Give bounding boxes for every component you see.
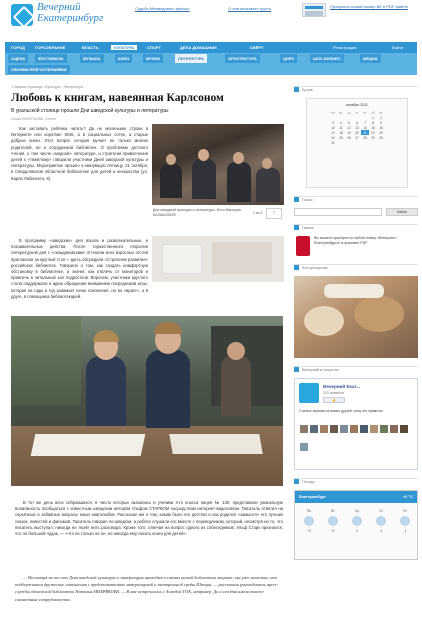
calendar-day[interactable]: 30 (379, 135, 383, 140)
weather-day-name: Ср (354, 509, 360, 513)
calendar-day[interactable]: 25 (339, 135, 343, 140)
article-paragraph-3: В тот же день всех собравшихся, в число которых оказались и ученики 3-го класса лицея № 130, представили уникальную возможность пообщаться с известным шведским автором Ульфом СТАРКОМ посредством интернет-видеосвязи. Писатель ответил на серьёзные и забавные вопросы юных книголюбов. Рассказал им о том, каким было его детство и как родился «замысел» его лучших сказок, повестей и фильмов. Писатель говорил по-шведски, а ребята слушали его вместе с переводчиком, который, несмотря на то, что писатель выступал, никогда не терял нить разговора. Кроме того, отвечая на вопрос одного из собеседников, Ульф Старк признался, что он большой чудак, — «что не только не он, но никогда ему писать книги для детей». (15, 500, 283, 537)
calendar-day[interactable]: 5 (348, 120, 350, 125)
friend-avatar[interactable] (300, 443, 308, 451)
calendar-day[interactable]: 19 (347, 130, 351, 135)
weather-day-name: Вт (331, 509, 335, 513)
calendar-day[interactable]: 7 (364, 120, 366, 125)
site-name-line1: Вечерний (37, 1, 81, 13)
calendar-day[interactable]: 26 (347, 135, 351, 140)
sidebar-archive-header: Архив (294, 86, 418, 94)
photo-next-arrow-icon[interactable]: › (266, 208, 282, 219)
social-icon (294, 367, 299, 372)
cloud-icon (376, 516, 386, 526)
sidebar-weather-header: Погода (294, 478, 418, 486)
cloud-icon (304, 516, 314, 526)
calendar-day[interactable]: 11 (339, 125, 343, 130)
newspaper-icon (294, 225, 299, 230)
weather-day (347, 509, 367, 533)
logo-icon[interactable] (11, 4, 33, 26)
sidebar-newspaper-header: Газета (294, 224, 418, 232)
calendar-day[interactable]: 29 (371, 135, 375, 140)
weather-day-name: Чт (379, 509, 383, 513)
nav-sport[interactable]: СПОРТ (147, 45, 161, 50)
subnav-arhitektura[interactable]: АРХИТЕКТУРА (225, 54, 260, 63)
friend-avatar[interactable] (400, 425, 408, 433)
subnav-muzyka[interactable]: МУЗЫКА (80, 54, 104, 63)
subnav-shou-biznes[interactable]: ШОУ-БИЗНЕС (310, 54, 344, 63)
search-input[interactable] (294, 208, 382, 216)
header-link-1[interactable]: Судьба Межвидового фиаско (135, 6, 190, 11)
breadcrumb[interactable]: Главная страница › Культура › Литература (12, 85, 83, 89)
weather-day-temp: -2 (379, 529, 383, 533)
nav-kultura[interactable]: КУЛЬТУРА (111, 45, 137, 50)
sidebar-social-header: Вечерний в соцсетях (294, 366, 418, 374)
subnav-media[interactable]: МЕДИА (360, 54, 381, 63)
calendar-day[interactable]: 31 (331, 140, 335, 145)
sidebar-photoreport-header: Фоторепортаж (294, 264, 418, 272)
calendar-day (369, 140, 377, 145)
calendar-day (361, 140, 369, 145)
calendar-day[interactable]: 22 (371, 130, 375, 135)
social-group-name[interactable]: Вечерний Екат... (323, 384, 361, 389)
friend-avatar[interactable] (370, 425, 378, 433)
calendar-weekday: ср (347, 111, 351, 115)
archive-calendar (306, 98, 408, 188)
header-link-2[interactable]: О чем вызывает грусть (228, 6, 271, 11)
calendar-weekday: пт (363, 111, 367, 115)
archive-icon (294, 87, 299, 92)
subnav-festival[interactable]: ФЕСТИВАЛЬ (35, 54, 67, 63)
friend-avatar[interactable] (300, 425, 308, 433)
weather-day-temp: 0 (356, 529, 358, 533)
login-link[interactable]: Войти (392, 45, 404, 50)
weather-day-name: Пн (306, 509, 312, 513)
calendar-day (377, 140, 385, 145)
friend-avatar[interactable] (330, 425, 338, 433)
weather-temp: +2 °С (402, 494, 413, 499)
social-avatars (299, 421, 415, 457)
site-logo-text[interactable] (37, 2, 103, 24)
calendar-weekday: вс (379, 111, 383, 115)
calendar-day[interactable]: 12 (347, 125, 351, 130)
friend-avatar[interactable] (380, 425, 388, 433)
calendar-day[interactable]: 15 (371, 125, 375, 130)
weather-city: Екатеринбург (299, 494, 327, 499)
sub-nav (5, 53, 417, 75)
subnav-scena[interactable]: СЦЕНА (8, 54, 28, 63)
calendar-day (337, 140, 345, 145)
photoreport-image[interactable] (294, 276, 418, 358)
weather-day-name: Пт (403, 509, 407, 513)
calendar-weekday: чт (355, 111, 359, 115)
cloud-icon (352, 516, 362, 526)
calendar-day[interactable]: 6 (356, 120, 358, 125)
sidebar-search-header: Поиск (294, 196, 418, 204)
article-title: Любовь к книгам, навеянная Карлсоном (11, 92, 224, 104)
newspaper-note[interactable]: Вы можете приобрести любой номер «Вечернего Екатеринбурга» в формате PDF (314, 236, 397, 245)
social-cta: Станьте первым из ваших друзей, кому это нравится. (299, 409, 384, 413)
cloud-icon (328, 516, 338, 526)
friend-avatar[interactable] (310, 425, 318, 433)
camera-icon (294, 265, 299, 270)
article-photo-2[interactable] (152, 236, 284, 282)
header-link-3[interactable]: Прекрасно новый номер ВЕ в PDF-файле (330, 4, 408, 9)
weather-day-temp: +1 (331, 529, 335, 533)
main-nav (5, 42, 417, 53)
weather-day (371, 509, 391, 533)
friend-avatar[interactable] (320, 425, 328, 433)
calendar-day[interactable]: 9 (380, 120, 382, 125)
search-icon (294, 197, 299, 202)
subnav-kino[interactable]: КИНО (115, 54, 132, 63)
article-author: Ольга БАТЕНКОВА, Олеся (11, 117, 56, 121)
calendar-month: октябрь 2011 (346, 103, 368, 107)
calendar-day[interactable]: 27 (355, 135, 359, 140)
calendar-day[interactable]: 18 (339, 130, 343, 135)
article-lead: В уральской столице прошли Дни шведской культуры и литературы (11, 108, 169, 114)
calendar-weekday: вт (339, 111, 343, 115)
group-avatar[interactable] (299, 383, 319, 403)
like-button[interactable]: 👍 (323, 397, 345, 403)
friend-avatar[interactable] (360, 425, 368, 433)
weather-day-temp: -1 (403, 529, 407, 533)
calendar-day[interactable]: 3 (332, 120, 334, 125)
calendar-weekday: сб (371, 111, 375, 115)
social-likes: 370 нравится (323, 391, 344, 395)
friend-avatar[interactable] (390, 425, 398, 433)
cloud-icon (400, 516, 410, 526)
calendar-day[interactable]: 8 (372, 120, 374, 125)
nav-gorsobranie[interactable]: ГОРСОБРАНИЕ (35, 45, 66, 50)
register-link[interactable]: Регистрация (333, 45, 357, 50)
weather-widget (294, 490, 418, 560)
calendar-day[interactable]: 16 (379, 125, 383, 130)
weather-day (395, 509, 415, 533)
social-widget (294, 378, 418, 470)
nav-svert[interactable]: СВЁРТ (250, 45, 264, 50)
weather-day (323, 509, 343, 533)
calendar-day[interactable]: 24 (331, 135, 335, 140)
nav-gorod[interactable]: ГОРОД (11, 45, 25, 50)
calendar-day[interactable]: 2 (380, 115, 382, 120)
photo-1-caption: Дни шведской культуры и литературы. Фото Виктории БАЛАШОВОЙ (153, 208, 241, 217)
article-quote: — Несмотря на то что День шведской культуры и литературы проводят в стенах нашей библиотеки впервые, мы уже несколько лет поддерживаем дружеские отношения с представителями литературной и театральной среды Швеции, — рассказала руководитель пресс-службы областной библиотеки Наталья МИХРЯКОВА. — В мае встречались с Ахмедой ГОК, например. Да и сегодня имели также совместные сотрудничество. (15, 575, 279, 602)
calendar-day (353, 140, 361, 145)
calendar-day[interactable]: 13 (355, 125, 359, 130)
calendar-day[interactable]: 23 (379, 130, 383, 135)
search-button[interactable]: Найти (386, 208, 418, 216)
pdf-icon[interactable] (296, 236, 310, 256)
calendar-day[interactable]: 14 (363, 125, 367, 130)
subnav-svoimi-vpechatleniyami[interactable]: СВОИМИ ВПЕЧАТЛЕНИЯМИ (8, 65, 70, 74)
friend-avatar[interactable] (350, 425, 358, 433)
calendar-day[interactable]: 4 (340, 120, 342, 125)
nav-dela-domashnie[interactable]: ДЕЛА ДОМАШНИЕ (180, 45, 217, 50)
nav-vlast[interactable]: ВЛАСТЬ (82, 45, 99, 50)
article-photo-3[interactable] (11, 316, 283, 486)
calendar-day[interactable]: 10 (331, 125, 335, 130)
article-paragraph-1: Как заставить ребёнка читать? Да не маленькие строки в Интернете или короткие SMS, а в социальных сетях, а старые добрые книги. Этот вопрос сегодня мучает не только многих родителей, но и сотрудников библиотек. О проблемах детского чтения, о том числе «модной» литературе, и стратегии привлечения детей к «тяжёлому» говорили участники Дней шведской культуры и литературы. Мероприятие прошло в минувшую пятницу, 21 октября, в Свердловской областной библиотеке для детей и юношества (ул. Карла Либкнехта, 8). (11, 126, 148, 181)
article-photo-1[interactable] (152, 124, 284, 205)
calendar-day[interactable]: 20 (355, 130, 359, 135)
calendar-day[interactable]: 21 (361, 130, 369, 135)
site-name-line2: Екатеринбург (37, 12, 104, 24)
subnav-literatura[interactable]: ЛИТЕРАТУРА (175, 54, 207, 63)
subnav-muzei[interactable]: МУЗЕИ (143, 54, 163, 63)
calendar-grid (329, 111, 385, 145)
weather-day-temp: +3 (307, 529, 311, 533)
weather-icon (294, 479, 299, 484)
calendar-day[interactable]: 1 (372, 115, 374, 120)
pdf-cover-thumbnail[interactable] (302, 3, 326, 17)
friend-avatar[interactable] (340, 425, 348, 433)
weather-forecast (295, 503, 417, 553)
weather-day (299, 509, 319, 533)
article-paragraph-2: В программу «шведских» дня вошли и развлекательные, и познавательные действа. После торжественного открытия литературной дня с «скандинавским» оттенком всех взрослых гостей пригласили за круглый стол « здесь обсуждали «Стратегии развития» российских библиотек. Говорили о том, как создать комфортную обстановку в библиотеке, а значит, как отвлечь от мониторов и привлечь в читальный зал подростков. Впрочем, участники круглого стола поддержали и идею обращения вниманием посредников игры, которая на годы в год занимает юное поколение, но во «враге», а в друге, в помощника библиотекарей. (11, 238, 148, 299)
photo-1-counter: 1 из 3 (253, 211, 263, 215)
calendar-day[interactable]: 28 (363, 135, 367, 140)
calendar-weekday: пн (331, 111, 335, 115)
calendar-day (345, 140, 353, 145)
calendar-day[interactable]: 17 (331, 130, 335, 135)
subnav-cirk[interactable]: ЦИРК (280, 54, 297, 63)
